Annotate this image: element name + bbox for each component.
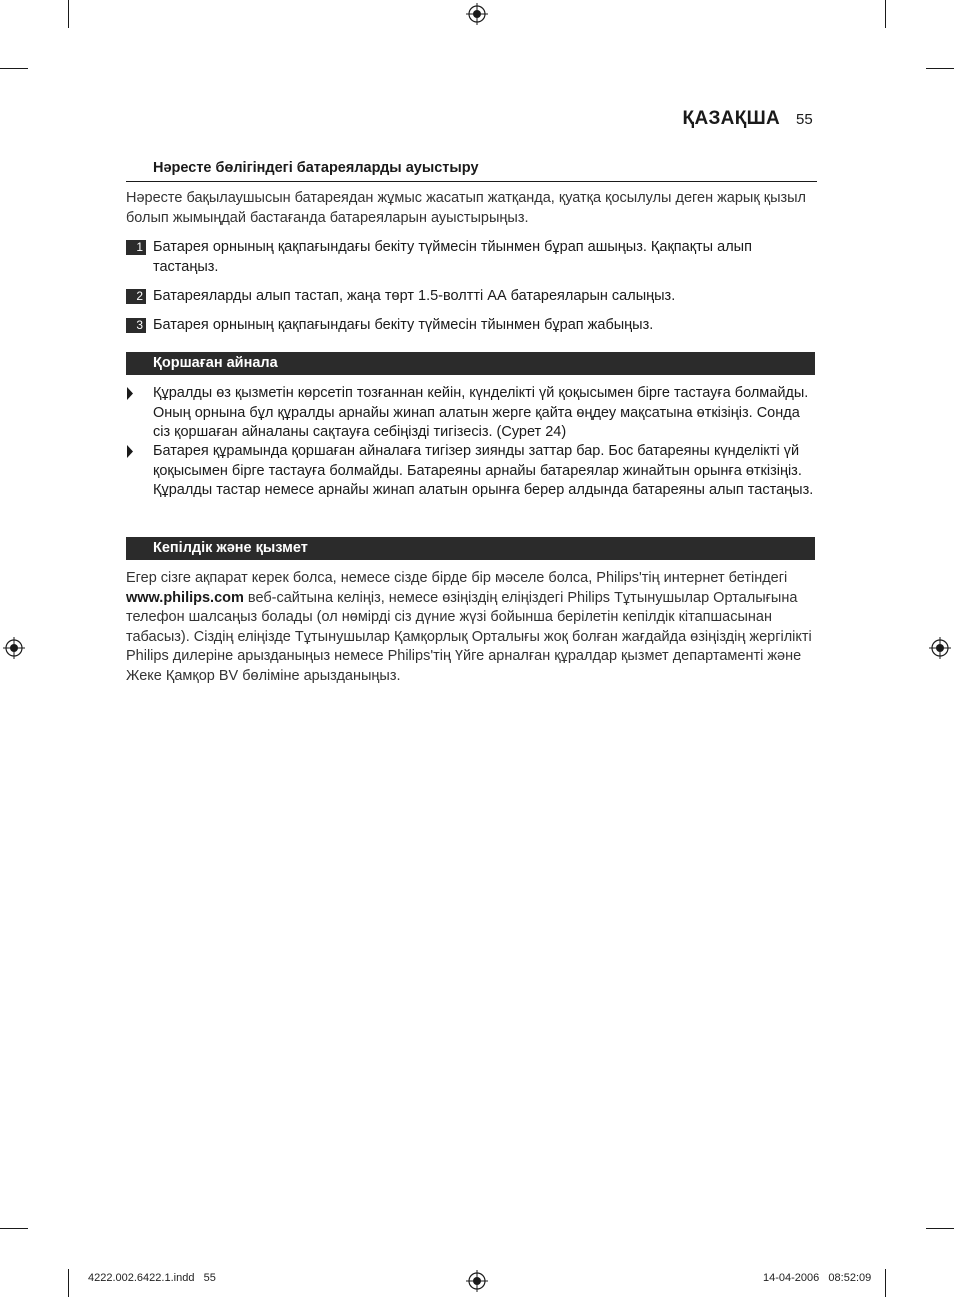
crop-mark <box>68 1269 69 1297</box>
step-number: 3 <box>126 318 146 333</box>
step-text: Батарея орнының қақпағындағы бекіту түймесін тйынмен бұрап ашыңыз. Қақпақты алып тастаңыз. <box>153 239 752 275</box>
step-text: Батареяларды алып тастап, жаңа төрт 1.5-волтті АА батареяларын салыңыз. <box>153 288 676 304</box>
guarantee-text-end: веб-сайтына келіңіз, немесе өзіңіздің еліңіздегі Philips Тұтынушылар Орталығына телефон шалсаңыз болады (ол нөмірді сіз дүние жүзі бойынша берілетін кепілдік кітапшасынан табасыз). Сіздің еліңізде Тұтынушылар Қамқорлық Орталығы жоқ болған жағдайда өзіңіздің жергілікті Philips дилеріне арызданыңыз немесе Philips'тің Үйге арналған құралдар қызмет департаменті және Жеке Қамқор BV бөліміне арызданыңыз. <box>126 589 812 684</box>
crop-mark <box>926 1228 954 1229</box>
page-number: 55 <box>796 111 813 128</box>
page-language-title: ҚАЗАҚША <box>682 108 780 129</box>
registration-mark-icon <box>929 637 951 659</box>
section-title-environment: Қоршаған айнала <box>126 352 815 375</box>
bullet-triangle-icon <box>126 387 134 400</box>
registration-mark-icon <box>466 3 488 25</box>
bullet-item: Батарея құрамында қоршаған айналаға тигізер зиянды заттар бар. Бос батареяны күнделікті үй қоқысымен бірге тастауға болмайды. Батареяны арнайы батареялар жинайтын орынға өткізіңіз. Құралды тастар немесе арнайы жинап алатын орынға берер алдында батареяны алып тастаңыз. <box>153 443 814 499</box>
section-title-battery: Нәресте бөлігіндегі батареяларды ауыстыру <box>153 160 479 176</box>
bullet-item: Құралды өз қызметін көрсетіп тозғаннан кейін, күнделікті үй қоқысымен бірге тастауға болмайды. Оның орнына бұл құралды арнайы жинап алатын жерге қайта өңдеу мақсатына өткізіңіз. Сонда сіз қоршаған айналаны сақтауға себіңізді тигізесіз. (Сурет 24) <box>153 385 809 441</box>
section-intro: Нәресте бақылаушысын батареядан жұмыс жасатып жатқанда, қуатқа қосылулы деген жарық қызыл болып жымыңдай бастағанда батареяларын ауыстырыңыз. <box>126 190 807 226</box>
crop-mark <box>885 1269 886 1297</box>
crop-mark <box>926 68 954 69</box>
guarantee-text-start: Егер сізге ақпарат керек болса, немесе сізде бірде бір мәселе болса, Philips'тің интернет бетіндегі <box>126 570 788 586</box>
step-number: 2 <box>126 289 146 304</box>
step-number: 1 <box>126 240 146 255</box>
section-title-guarantee: Кепілдік және қызмет <box>126 537 815 560</box>
crop-mark <box>68 0 69 28</box>
registration-mark-icon <box>466 1270 488 1292</box>
guarantee-paragraph <box>126 569 816 687</box>
registration-mark-icon <box>3 637 25 659</box>
crop-mark <box>0 1228 28 1229</box>
footer-timestamp: 14-04-2006 08:52:09 <box>763 1272 872 1284</box>
crop-mark <box>0 68 28 69</box>
step-text: Батарея орнының қақпағындағы бекіту түймесін тйынмен бұрап жабыңыз. <box>153 317 654 333</box>
crop-mark <box>885 0 886 28</box>
footer-file-info: 4222.002.6422.1.indd 55 <box>88 1272 216 1284</box>
philips-website-link[interactable]: www.philips.com <box>126 589 244 606</box>
section-divider <box>126 181 817 182</box>
bullet-triangle-icon <box>126 445 134 458</box>
